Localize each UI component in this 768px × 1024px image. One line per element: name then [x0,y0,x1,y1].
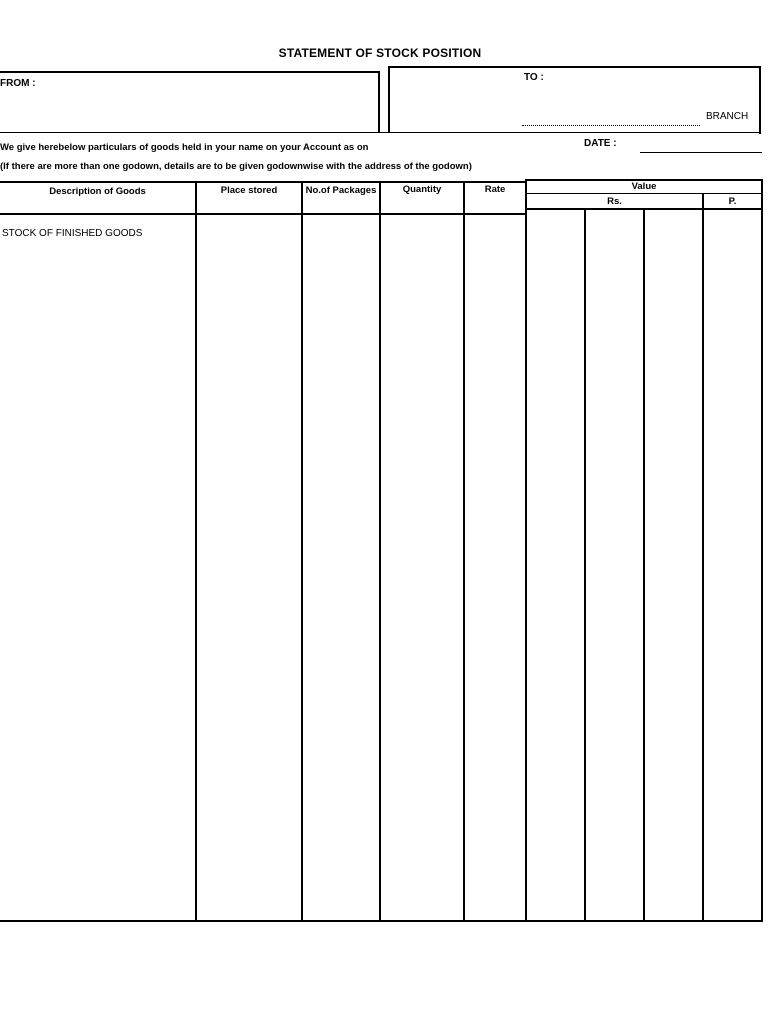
col-header-description: Description of Goods [49,186,146,197]
header-divider-left [378,71,380,133]
table-top-rule [0,181,526,183]
col-line-6 [584,210,586,922]
col-line-9 [761,179,763,922]
col-line-2 [301,181,303,922]
col-header-p: P. [728,196,737,207]
declaration-text: We give herebelow particulars of goods held in your name on your Account as on [0,142,369,153]
col-line-1 [195,181,197,922]
row-stock-finished-goods: STOCK OF FINISHED GOODS [2,228,143,239]
col-header-packages: No.of Packages [305,185,377,196]
col-line-7 [643,210,645,922]
value-subheader-rule [526,193,763,194]
header-top-rule [0,71,380,73]
from-label: FROM : [0,78,36,89]
col-header-rs: Rs. [607,196,622,207]
col-line-8 [702,193,704,922]
col-header-quantity: Quantity [402,184,442,195]
branch-label: BRANCH [706,111,749,122]
header-top-rule-right [388,66,760,68]
col-line-4 [463,181,465,922]
col-line-5 [525,179,527,922]
branch-field-line[interactable] [522,125,700,126]
date-label: DATE : [584,138,617,149]
col-header-rate: Rate [484,184,506,195]
godown-note: (If there are more than one godown, details are to be given godownwise with the address of the godown) [0,161,472,172]
col-line-3 [379,181,381,922]
date-field-line[interactable] [640,152,762,153]
header-bottom-rule [0,132,761,133]
header-divider-right [388,66,390,133]
header-right-edge [759,66,761,134]
table-bottom-rule [0,920,763,922]
to-label: TO : [524,72,544,83]
table-header-rule [0,213,526,215]
page-title: STATEMENT OF STOCK POSITION [278,46,482,60]
col-header-place: Place stored [220,185,278,196]
col-header-value: Value [631,181,657,192]
